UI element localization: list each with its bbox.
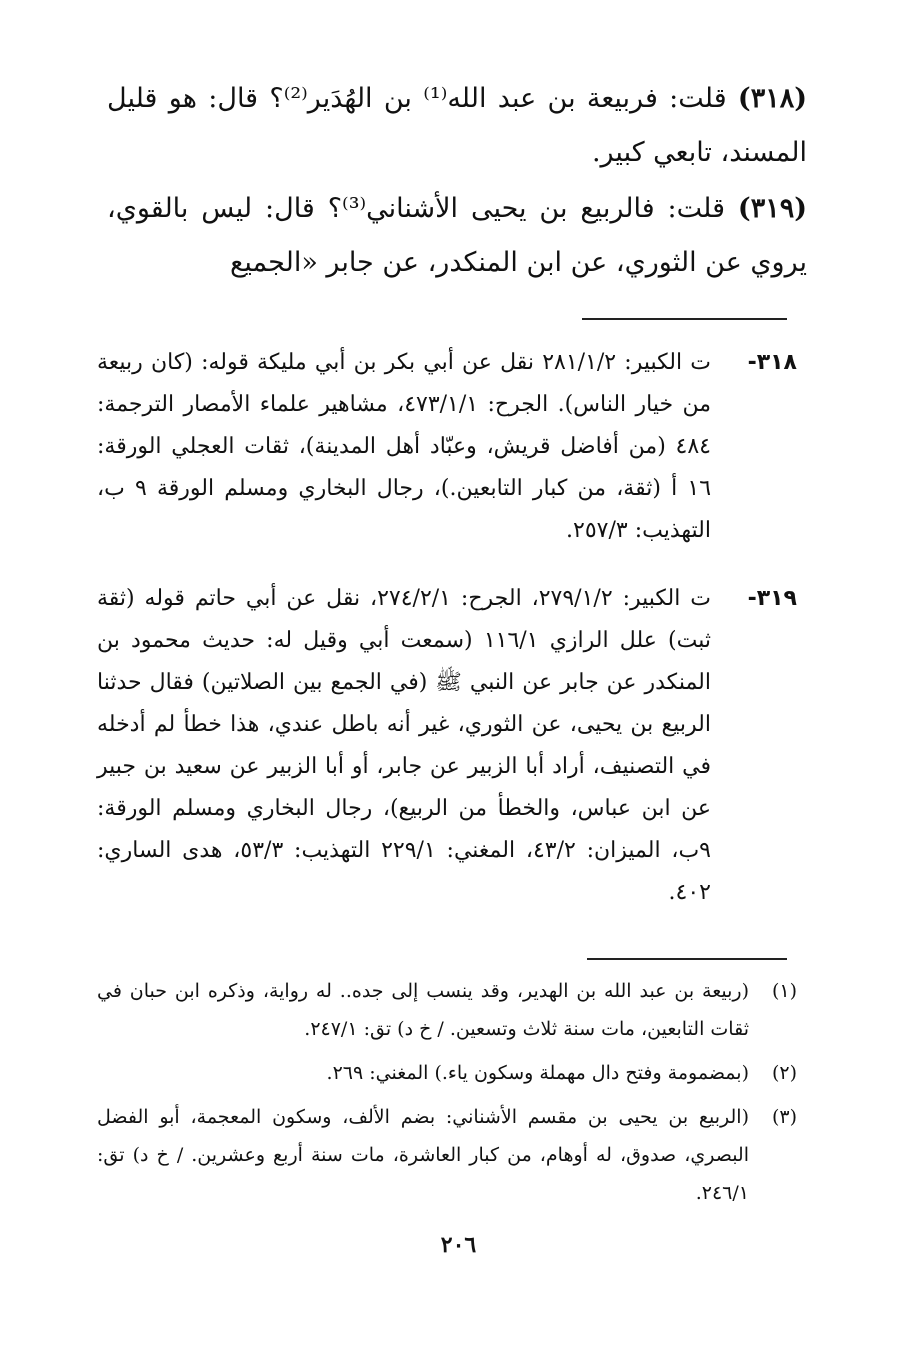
footnote-1 — [97, 972, 797, 1048]
note-318 — [97, 342, 797, 552]
entry-number: (٣١٩) — [737, 193, 807, 224]
entry-318 — [107, 72, 807, 180]
footnote-2 — [97, 1054, 797, 1092]
footnote-text: (ربيعة بن عبد الله بن الهدير، وقد ينسب إلى جده.. له رواية، وذكره ابن حبان في ثقات التابعين، مات سنة ثلاث وتسعين. / خ د) تق: ٢٤٧/١. — [97, 980, 749, 1040]
footnote-number: (٢) — [771, 1062, 797, 1084]
footnote-text: (الربيع بن يحيى بن مقسم الأشناني: بضم الألف، وسكون المعجمة، أبو الفضل البصري، صدوق، له أوهام، من كبار العاشرة، مات سنة أربع وعشرين. / خ د) تق: ٢٤٦/١. — [97, 1106, 749, 1204]
note-number: ٣١٨- — [747, 350, 797, 375]
footnotes — [97, 972, 797, 1212]
footnote-number: (٣) — [771, 1106, 797, 1128]
main-text — [107, 72, 807, 290]
entry-319 — [107, 182, 807, 290]
entry-text: قلت: فربيعة بن عبد الله⁽¹⁾ بن الهُدَير⁽²⁾؟ قال: هو قليل المسند، تابعي كبير. — [107, 83, 807, 168]
entry-text: قلت: فالربيع بن يحيى الأشناني⁽³⁾؟ قال: ليس بالقوي، يروي عن الثوري، عن ابن المنكدر، عن جابر «الجميع — [107, 193, 807, 278]
note-text: ت الكبير: ٢٧٩/١/٢، الجرح: ٢٧٤/٢/١، نقل عن أبي حاتم قوله (ثقة ثبت) علل الرازي ١١٦/١ (سمعت أبي وقيل له: حديث محمود بن المنكدر عن جابر عن النبي ﷺ (في الجمع بين الصلاتين) فقال حدثنا الربيع بن يحيى، عن الثوري، غير أنه باطل عندي، هذا خطأ لم أدخله في التصنيف، أراد أبا الزبير عن جابر، أو أبا الزبير عن سعيد بن جبير عن ابن عباس، والخطأ من الربيع)، رجال البخاري ومسلم الورقة: ٩ب، الميزان: ٤٣/٢، المغني: ٢٢٩/١ التهذيب: ٥٣/٣، هدى الساري: ٤٠٢. — [97, 586, 711, 905]
commentary — [97, 342, 797, 914]
note-text: ت الكبير: ٢٨١/١/٢ نقل عن أبي بكر بن أبي مليكة قوله: (كان ربيعة من خيار الناس). الجرح: ٤٧٣/١/١، مشاهير علماء الأمصار الترجمة: ٤٨٤ (من أفاضل قريش، وعبّاد أهل المدينة)، ثقات العجلي الورقة: ١٦ أ (ثقة، من كبار التابعين.)، رجال البخاري ومسلم الورقة ٩ ب، التهذيب: ٢٥٧/٣. — [97, 350, 712, 543]
note-number: ٣١٩- — [747, 586, 797, 611]
footnote-separator — [587, 958, 787, 960]
footnote-number: (١) — [771, 980, 797, 1002]
page-number: ٢٠٦ — [440, 1232, 477, 1258]
footnote-3 — [97, 1098, 797, 1212]
text-separator — [582, 318, 787, 320]
entry-number: (٣١٨) — [737, 83, 807, 114]
footnote-text: (بمضمومة وفتح دال مهملة وسكون ياء.) المغني: ٢٦٩. — [326, 1062, 749, 1084]
note-319 — [97, 578, 797, 914]
